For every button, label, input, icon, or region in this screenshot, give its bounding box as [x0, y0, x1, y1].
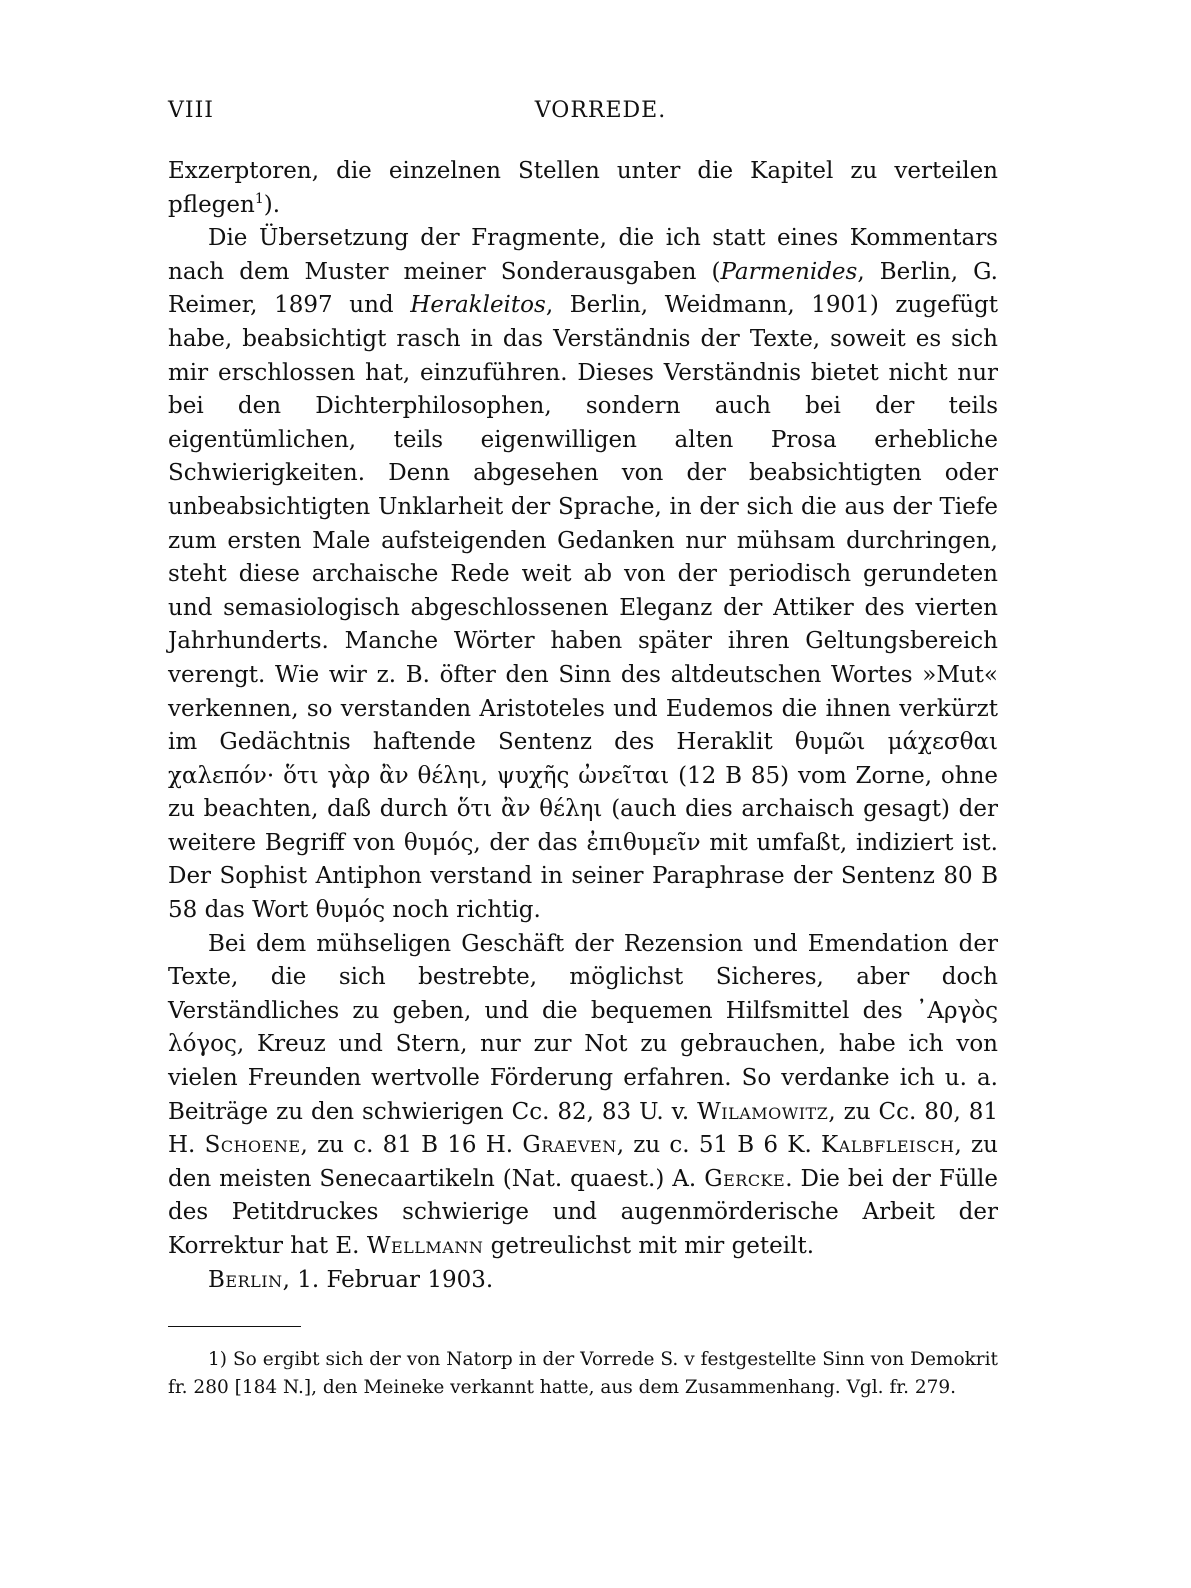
main-text: [168, 155, 998, 1297]
paragraph-2-text-a: Die Übersetzung der Fragmente, die ich statt eines Kommentars nach dem Muster meiner Sonderausgaben (: [168, 225, 998, 285]
signature-line: [168, 1264, 998, 1298]
footnote-text: 1) So ergibt sich der von Natorp in der Vorrede S. v festgestellte Sinn von Demokrit fr. 280 [184 N.], den Meineke verkannt hatte, aus dem Zusammenhang. Vgl. fr. 279.: [168, 1349, 998, 1398]
paragraph-3-text-e: , zu den meisten Senecaartikeln (Nat. quaest.) A.: [168, 1132, 998, 1192]
footnote-divider: [168, 1326, 301, 1327]
paragraph-2-text-c: , Berlin, Weidmann, 1901) zugefügt habe, beabsichtigt rasch in das Verständnis der Texte, soweit es sich mir erschlossen hat, einzuführen. Dieses Verständnis bietet nicht nur bei den Dichterphilosophen, sondern auch bei der teils eigentümlichen, teils eigenwilligen alten Prosa erhebliche Schwierigkeiten. Denn abgesehen von der beabsichtigten oder unbeabsichtigten Unklarheit der Sprache, in der sich die aus der Tiefe zum ersten Male aufsteigenden Gedanken nur mühsam durchringen, steht diese archaische Rede weit ab von der periodisch gerundeten und semasiologisch abgeschlossenen Eleganz der Attiker des vierten Jahrhunderts. Manche Wörter haben später ihren Geltungsbereich verengt. Wie wir z. B. öfter den Sinn des altdeutschen Wortes »Mut« verkennen, so verstanden Aristoteles und Eudemos die ihnen verkürzt im Gedächtnis haftende Sentenz des Heraklit θυμῶι μάχεσθαι χαλεπόν· ὅτι γὰρ ἂν θέληι, ψυχῆς ὠνεῖται (12 B 85) vom Zorne, ohne zu beachten, daß durch ὅτι ἂν θέληι (auch dies archaisch gesagt) der weitere Begriff von θυμός, der das ἐπιθυμεῖν mit umfaßt, indiziert ist. Der Sophist Antiphon verstand in seiner Paraphrase der Sentenz 80 B 58 das Wort θυμός noch richtig.: [168, 292, 998, 924]
paragraph-3-text-g: getreulichst mit mir geteilt.: [483, 1233, 815, 1259]
paragraph-2: [168, 222, 998, 927]
paragraph-2-text-b: , Berlin, G. Reimer, 1897 und: [168, 258, 998, 319]
paragraph-1-end: ).: [263, 191, 281, 218]
name-graeven: Graeven: [522, 1132, 617, 1159]
title-parmenides: Parmenides: [720, 258, 858, 285]
page-header: [0, 98, 1191, 138]
name-kalbfleisch: Kalbfleisch: [821, 1132, 955, 1159]
paragraph-3-text-a: Bei dem mühseligen Geschäft der Rezension und Emendation der Texte, die sich bestrebte, möglichst Sicheres, aber doch Verständliches zu geben, und die bequemen Hilfsmittel des ᾽Αργὸς λόγος, Kreuz und Stern, nur zur Not zu gebrauchen, habe ich von vielen Freunden wertvolle Förderung erfahren. So verdanke ich u. a. Beiträge zu den schwierigen Cc. 82, 83 U. v.: [168, 930, 998, 1125]
name-wellmann: Wellmann: [366, 1233, 484, 1259]
name-schoene: Schoene: [204, 1132, 301, 1159]
signature-place: Berlin: [208, 1266, 283, 1293]
name-gercke: Gercke: [704, 1165, 786, 1192]
running-title: VORREDE.: [534, 98, 667, 123]
paragraph-3: [168, 928, 998, 1264]
footnote: [168, 1346, 998, 1402]
paragraph-3-text-d: , zu c. 51 B 6 K.: [616, 1132, 821, 1159]
name-wilamowitz: Wilamowitz: [697, 1098, 829, 1125]
paragraph-1-text: Exzerptoren, die einzelnen Stellen unter die Kapitel zu verteilen pflegen: [168, 158, 998, 218]
paragraph-1: [168, 155, 998, 222]
paragraph-3-text-c: , zu c. 81 B 16 H.: [300, 1132, 523, 1159]
paragraph-3-text-b: , zu Cc. 80, 81 H.: [168, 1098, 998, 1159]
page-number: VIII: [168, 98, 214, 123]
title-herakleitos: Herakleitos: [410, 292, 546, 319]
paragraph-3-text-f: . Die bei der Fülle des Petitdruckes schwierige und augenmörderische Arbeit der Korrektur hat E.: [168, 1165, 998, 1259]
footnote-ref: 1: [254, 190, 264, 207]
signature-date: , 1. Februar 1903.: [282, 1266, 494, 1293]
